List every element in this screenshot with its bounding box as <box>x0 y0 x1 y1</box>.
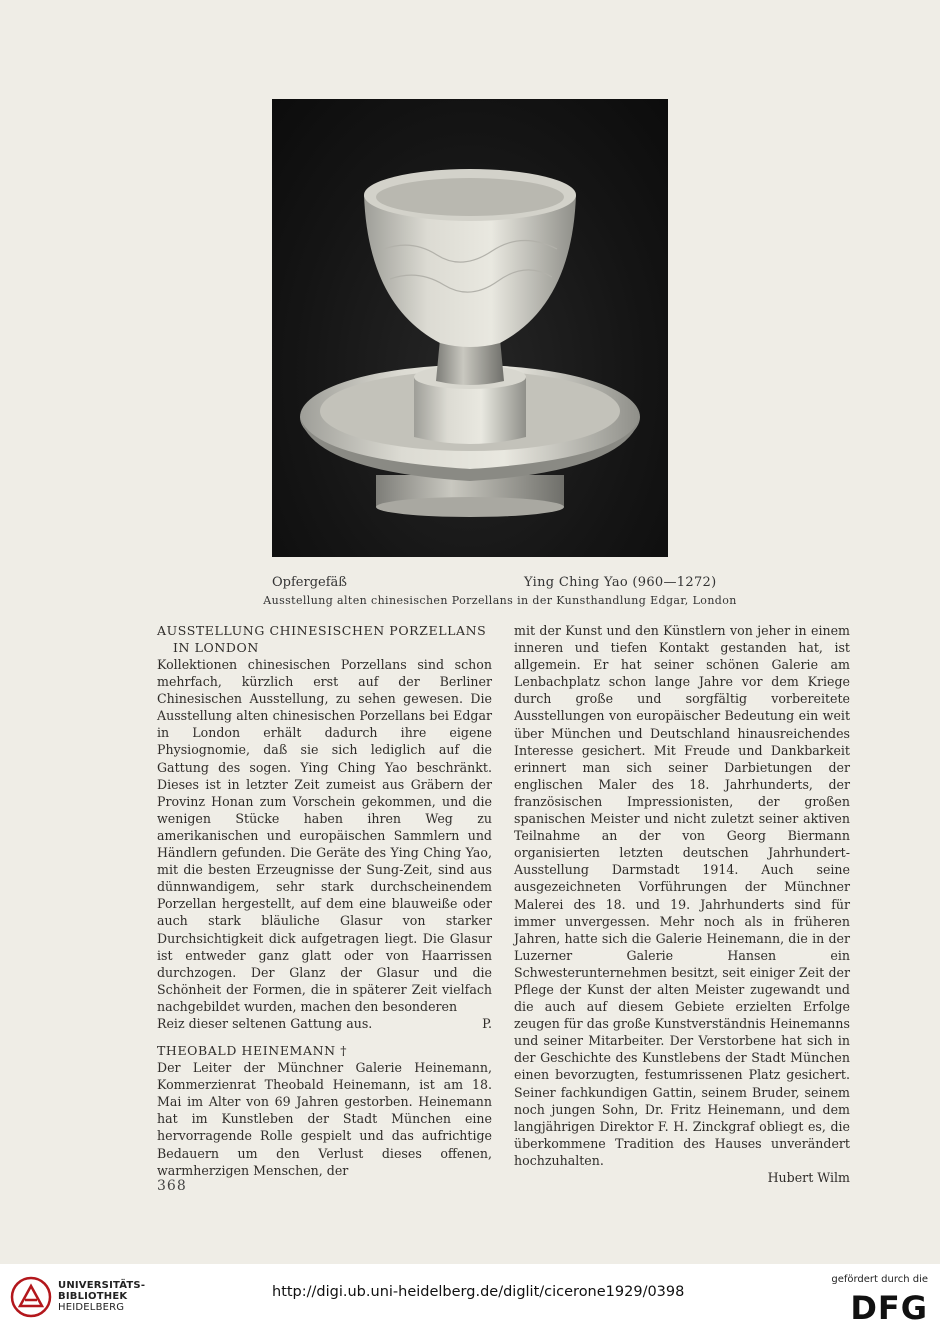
permalink-url[interactable]: http://digi.ub.uni-heidelberg.de/diglit/cicerone1929/0398 <box>272 1284 685 1300</box>
article2-body-right: mit der Kunst und den Künstlern von jeher in einem inneren und tiefen Kontakt gestanden hat, ist allgemein. Er hat seiner schönen Galerie am Lenbachplatz schon lange Jahre vor dem Kriege durch große und sorgfältig vorbereitete Ausstellungen von europäischer Bedeutung ein weit über München und Deutschland hinausreichendes Interesse gesichert. Mit Freude und Dankbarkeit erinnert man sich seiner Darbietungen der englischen Maler des 18. Jahrhunderts, der französischen Impressionisten, der großen spanischen Meister und nicht zuletzt seiner aktiven Teilnahme an der von Georg Biermann organisierten letzten deutschen Jahrhundert-Ausstellung Darmstadt 1914. Auch seine ausgezeichneten Vorführungen der Münchner Malerei des 18. und 19. Jahrhunderts sind für immer unvergessen. Mehr noch als in früheren Jahren, hatte sich die Galerie Heinemann, die in der Luzerner Galerie Hansen ein Schwesterunternehmen besitzt, seit einiger Zeit der Pflege der Kunst der alten Meister zugewandt und die auch auf diesem Gebiete erzielten Erfolge zeugen für das große Kunstverständnis Heinemanns und seiner Mitarbeiter. Der Verstorbene hat sich in der Geschichte des Kunstlebens der Stadt München einen bevorzugten, festumrissenen Platz gesichert. Seiner fachkundigen Gattin, seinem Bruder, seinem noch jungen Sohn, Dr. Fritz Heinemann, und dem langjährigen Direktor F. H. Zinckgraf obliegt es, die überkommene Tradition des Hauses unverändert hochzuhalten. <box>514 623 850 1168</box>
library-name <box>58 1280 145 1313</box>
article2-body-left: Der Leiter der Münchner Galerie Heinemann, Kommerzienrat Theobald Heinemann, ist am 18. Mai im Alter von 69 Jahren gestorben. Heinemann hat im Kunstleben der Stadt München eine hervorragende Rolle gespielt und das aufrichtige Bedauern um den Verlust dieses offenen, warmherzigen Menschen, der <box>157 1060 492 1178</box>
left-column <box>157 622 492 1179</box>
article2-heading: THEOBALD HEINEMANN † <box>157 1043 348 1059</box>
page-number: 368 <box>157 1178 187 1194</box>
library-name-line3: HEIDELBERG <box>58 1302 125 1313</box>
article1-heading-line2: IN LONDON <box>173 640 259 655</box>
caption-attribution: Ying Ching Yao (960—1272) <box>524 575 717 590</box>
right-column <box>514 622 850 1186</box>
article1-heading-line1: AUSSTELLUNG CHINESISCHEN PORZELLANS <box>157 623 487 638</box>
article1-body: Kollektionen chinesischen Porzellans sind schon mehrfach, kürzlich erst auf der Berliner Chinesischen Ausstellung, zu sehen gewesen. Die Ausstellung alten chinesischen Porzellans bei Edgar in London erhält dadurch ihre eigene Physiognomie, daß sie sich lediglich auf die Gattung des sogen. Ying Ching Yao beschränkt. Dieses ist in letzter Zeit zumeist aus Gräbern der Provinz Honan zum Vorschein gekommen, und die wenigen Stücke haben ihren Weg zu amerikanischen und europäischen Sammlern und Händlern gefunden. Die Geräte des Ying Ching Yao, mit die besten Erzeugnisse der Sung-Zeit, sind aus dünnwandigem, sehr stark durchscheinendem Porzellan hergestellt, auf dem eine blauweiße oder auch stark bläuliche Glasur von starker Durchsichtigkeit dick aufgetragen liegt. Die Glasur ist entweder ganz glatt oder von Haarrissen durchzogen. Der Glanz der Glasur und die Schönheit der Formen, die in späterer Zeit vielfach nachgebildet wurden, machen den besonderen <box>157 657 492 1014</box>
funded-by-label: gefördert durch die <box>831 1274 928 1285</box>
vessel-illustration <box>272 99 668 557</box>
article1-closing-text: Reiz dieser seltenen Gattung aus. <box>157 1015 373 1031</box>
article1-author-initial: P. <box>482 1015 492 1031</box>
university-library-logo-icon <box>10 1276 52 1318</box>
photograph-offering-vessel <box>272 99 668 557</box>
caption-subtitle: Ausstellung alten chinesischen Porzellans in der Kunsthandlung Edgar, London <box>263 594 737 607</box>
article1-last-line <box>157 1015 492 1032</box>
article2-signature: Hubert Wilm <box>767 1170 850 1185</box>
library-name-line2: BIBLIOTHEK <box>58 1291 128 1302</box>
caption-title: Opfergefäß <box>272 575 347 590</box>
dfg-logo: DFG <box>850 1289 928 1327</box>
library-name-line1: UNIVERSITÄTS- <box>58 1280 146 1291</box>
